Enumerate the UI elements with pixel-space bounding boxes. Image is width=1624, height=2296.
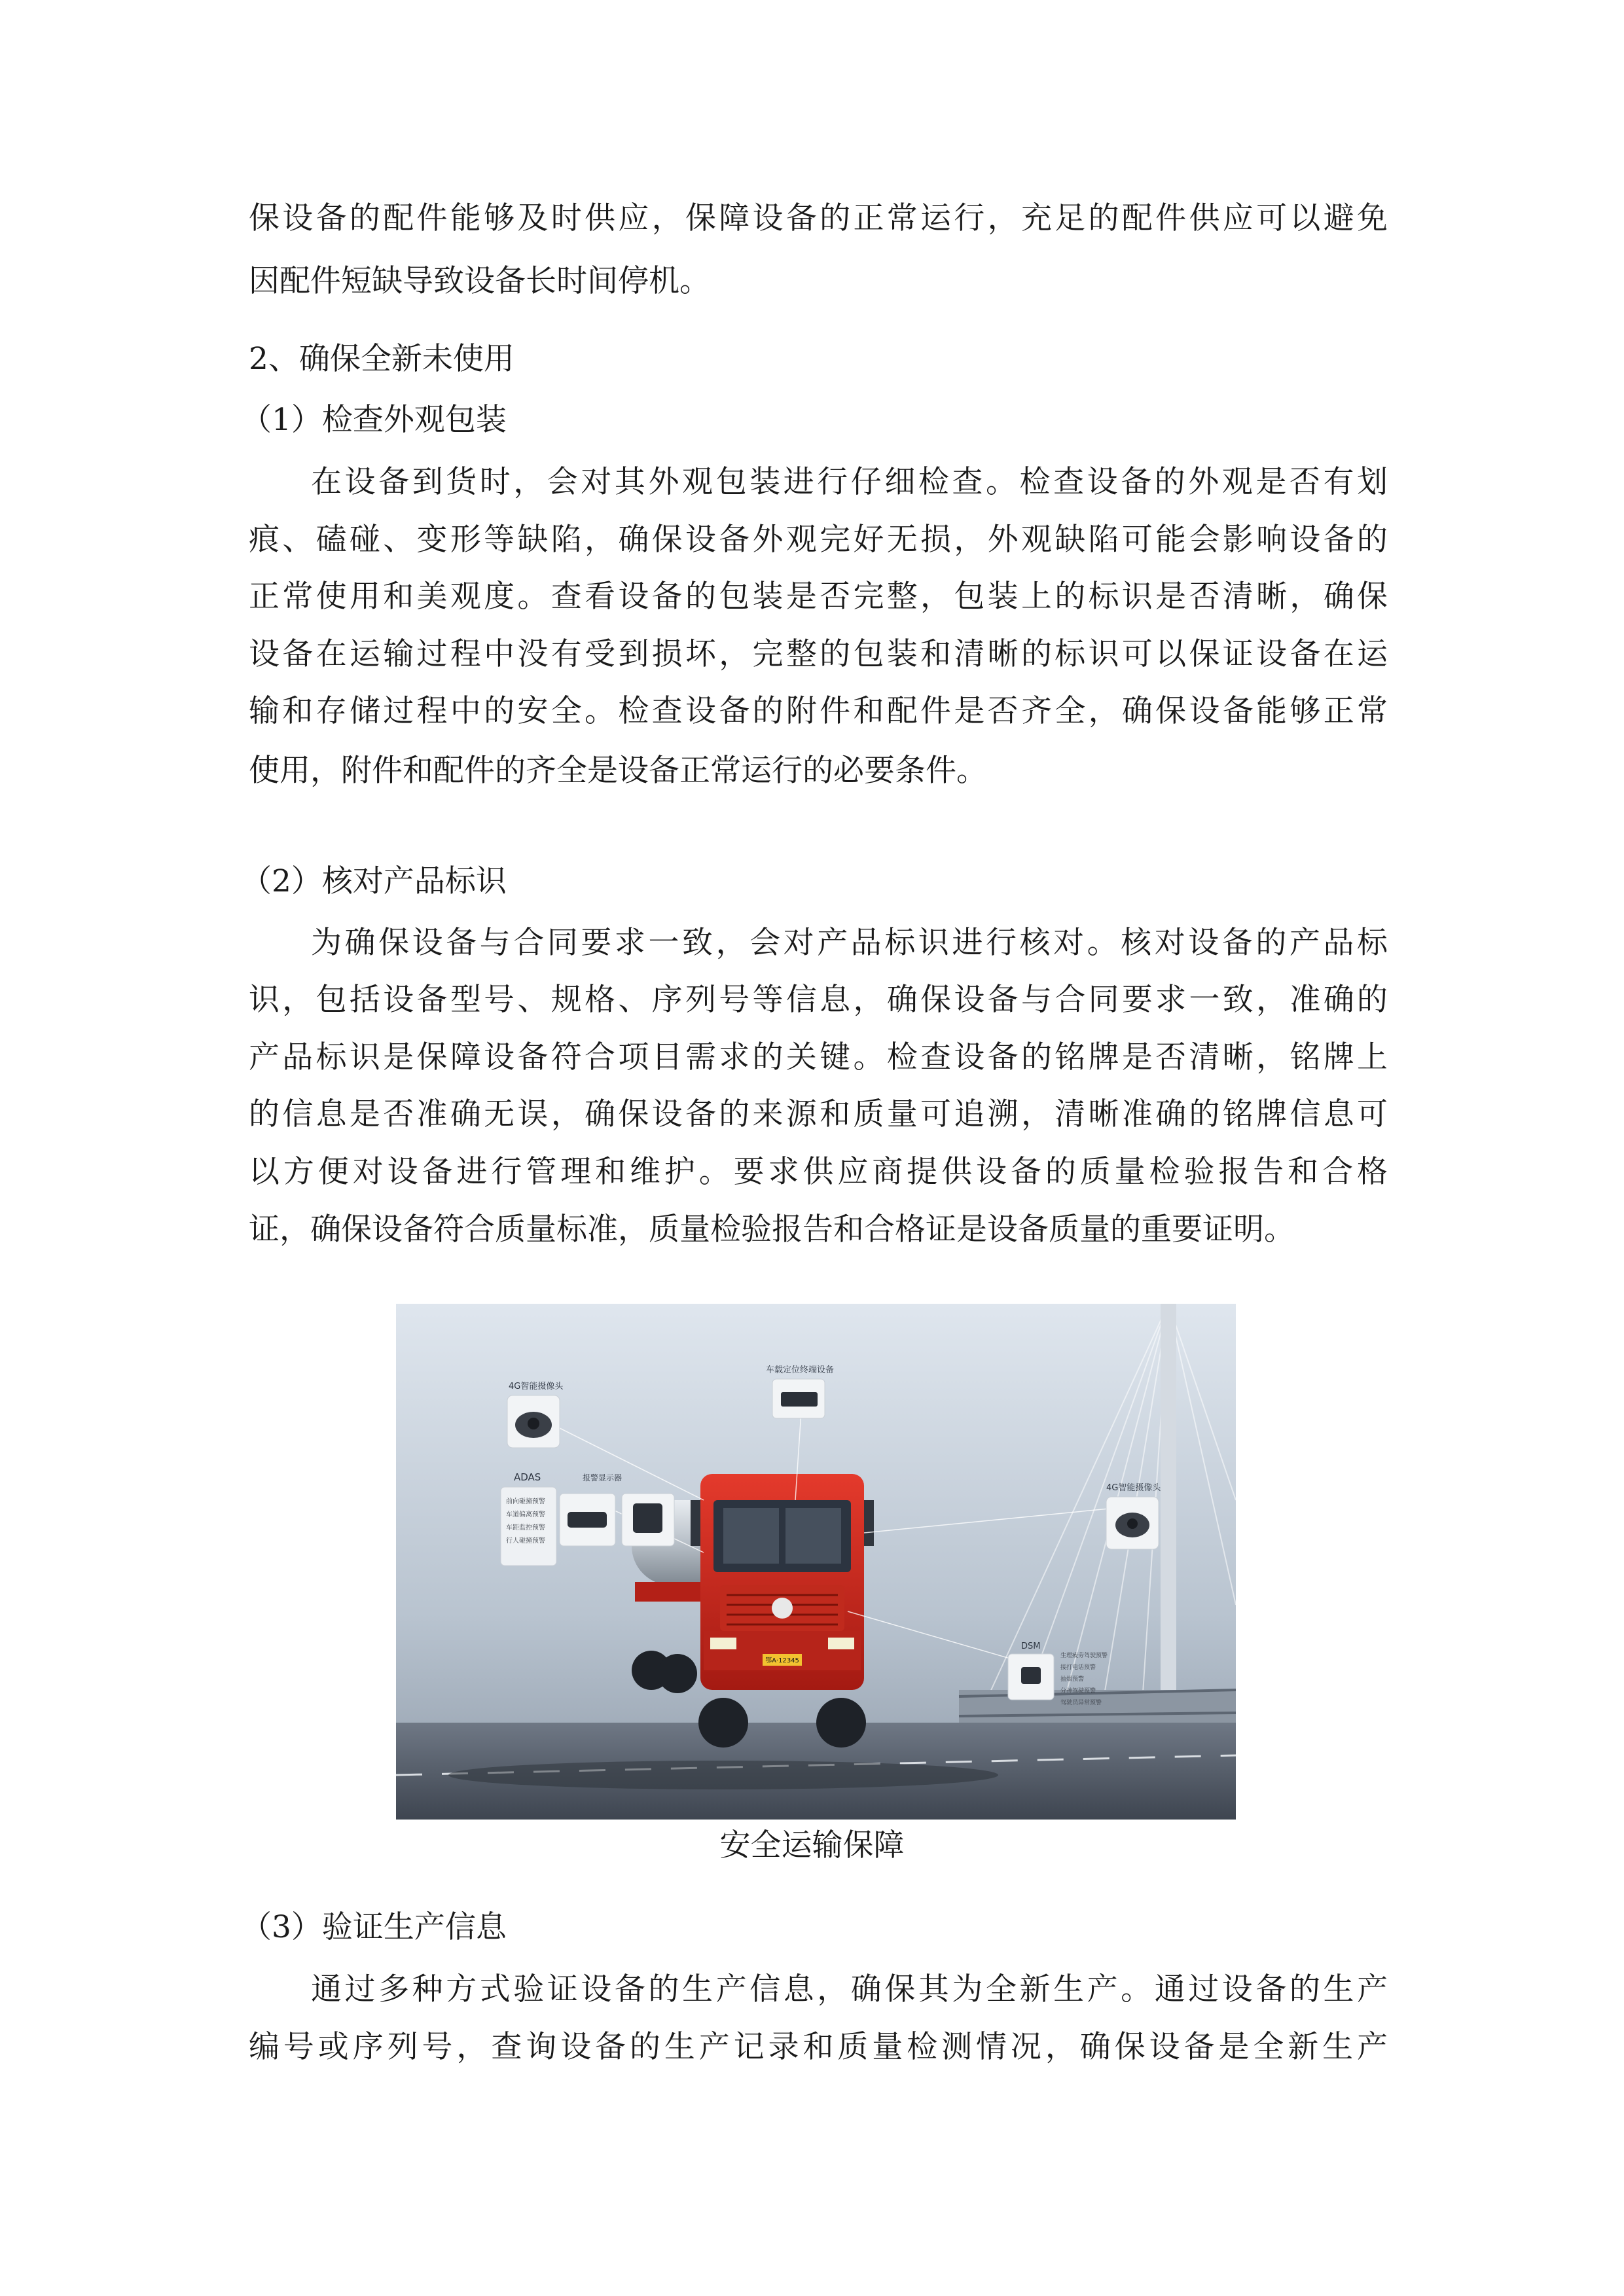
adas-feature: 车距监控预警 [506,1524,545,1532]
adas-feature: 前向碰撞预警 [506,1498,545,1505]
subsection-title: （1）检查外观包装 [241,402,507,438]
paragraph-line: 痕、磕碰、变形等缺陷，确保设备外观完好无损，外观缺陷可能会影响设备的 [249,522,1388,558]
adas-feature: 车道偏离预警 [506,1511,545,1518]
dsm-feature: 分神驾驶预警 [1060,1688,1096,1695]
truck-figure [396,1304,1236,1820]
terminal-label: 车载定位终端设备 [766,1365,835,1375]
camera-callout-right [1106,1482,1161,1549]
plate-text: 鄂A·12345 [765,1657,799,1664]
paragraph-line: 在设备到货时，会对其外观包装进行仔细检查。检查设备的外观是否有划 [311,464,1388,500]
paragraph-line: 证，确保设备符合质量标准，质量检验报告和合格证是设备质量的重要证明。 [249,1211,1295,1247]
subsection-title: （2）核对产品标识 [241,863,507,899]
dsm-feature: 抽烟预警 [1060,1676,1085,1683]
paragraph-line: 以方便对设备进行管理和维护。要求供应商提供设备的质量检验报告和合格 [249,1154,1388,1190]
adas-label: ADAS [514,1471,541,1483]
paragraph-line: 输和存储过程中的安全。检查设备的附件和配件是否齐全，确保设备能够正常 [249,693,1388,729]
paragraph-line: 的信息是否准确无误，确保设备的来源和质量可追溯，清晰准确的铭牌信息可 [249,1096,1388,1132]
paragraph-line: 为确保设备与合同要求一致，会对产品标识进行核对。核对设备的产品标 [311,925,1388,961]
dsm-label: DSM [1021,1641,1041,1651]
terminal-callout [766,1365,834,1418]
camera-right-label: 4G智能摄像头 [1106,1483,1161,1493]
alarm-display-icon [633,1503,662,1533]
paragraph-line: 通过多种方式验证设备的生产信息，确保其为全新生产。通过设备的生产 [311,1971,1388,2007]
terminal-icon [781,1392,818,1407]
dsm-feature: 驾驶员异常预警 [1060,1700,1102,1706]
adas-feature: 行人碰撞预警 [506,1537,545,1545]
camera-callout-top [507,1381,564,1448]
paragraph-line: 设备在运输过程中没有受到损坏，完整的包装和清晰的标识可以保证设备在运 [249,636,1388,672]
paragraph-line: 识，包括设备型号、规格、序列号等信息，确保设备与合同要求一致，准确的 [249,982,1388,1018]
section-title: 2、确保全新未使用 [249,341,514,377]
paragraph-line: 保设备的配件能够及时供应，保障设备的正常运行，充足的配件供应可以避免 [249,200,1388,236]
figure-caption: 安全运输保障 [719,1827,905,1863]
paragraph-line: 使用，附件和配件的齐全是设备正常运行的必要条件。 [249,753,987,789]
alarm-label: 报警显示器 [583,1473,623,1482]
dsm-feature: 接打电话预警 [1060,1664,1096,1671]
dsm-feature: 生理疲劳驾驶预警 [1060,1653,1108,1659]
camera-top-label: 4G智能摄像头 [509,1382,564,1391]
dsm-icon [1021,1667,1041,1684]
paragraph-line: 正常使用和美观度。查看设备的包装是否完整，包装上的标识是否清晰，确保 [249,579,1388,615]
subsection-title: （3）验证生产信息 [241,1909,507,1945]
adas-icon [568,1512,607,1528]
paragraph-line: 编号或序列号，查询设备的生产记录和质量检测情况，确保设备是全新生产 [249,2029,1388,2065]
truck-illustration [396,1304,1236,1820]
paragraph-line: 产品标识是保障设备符合项目需求的关键。检查设备的铭牌是否清晰，铭牌上 [249,1039,1388,1075]
paragraph-line: 因配件短缺导致设备长时间停机。 [249,263,710,299]
